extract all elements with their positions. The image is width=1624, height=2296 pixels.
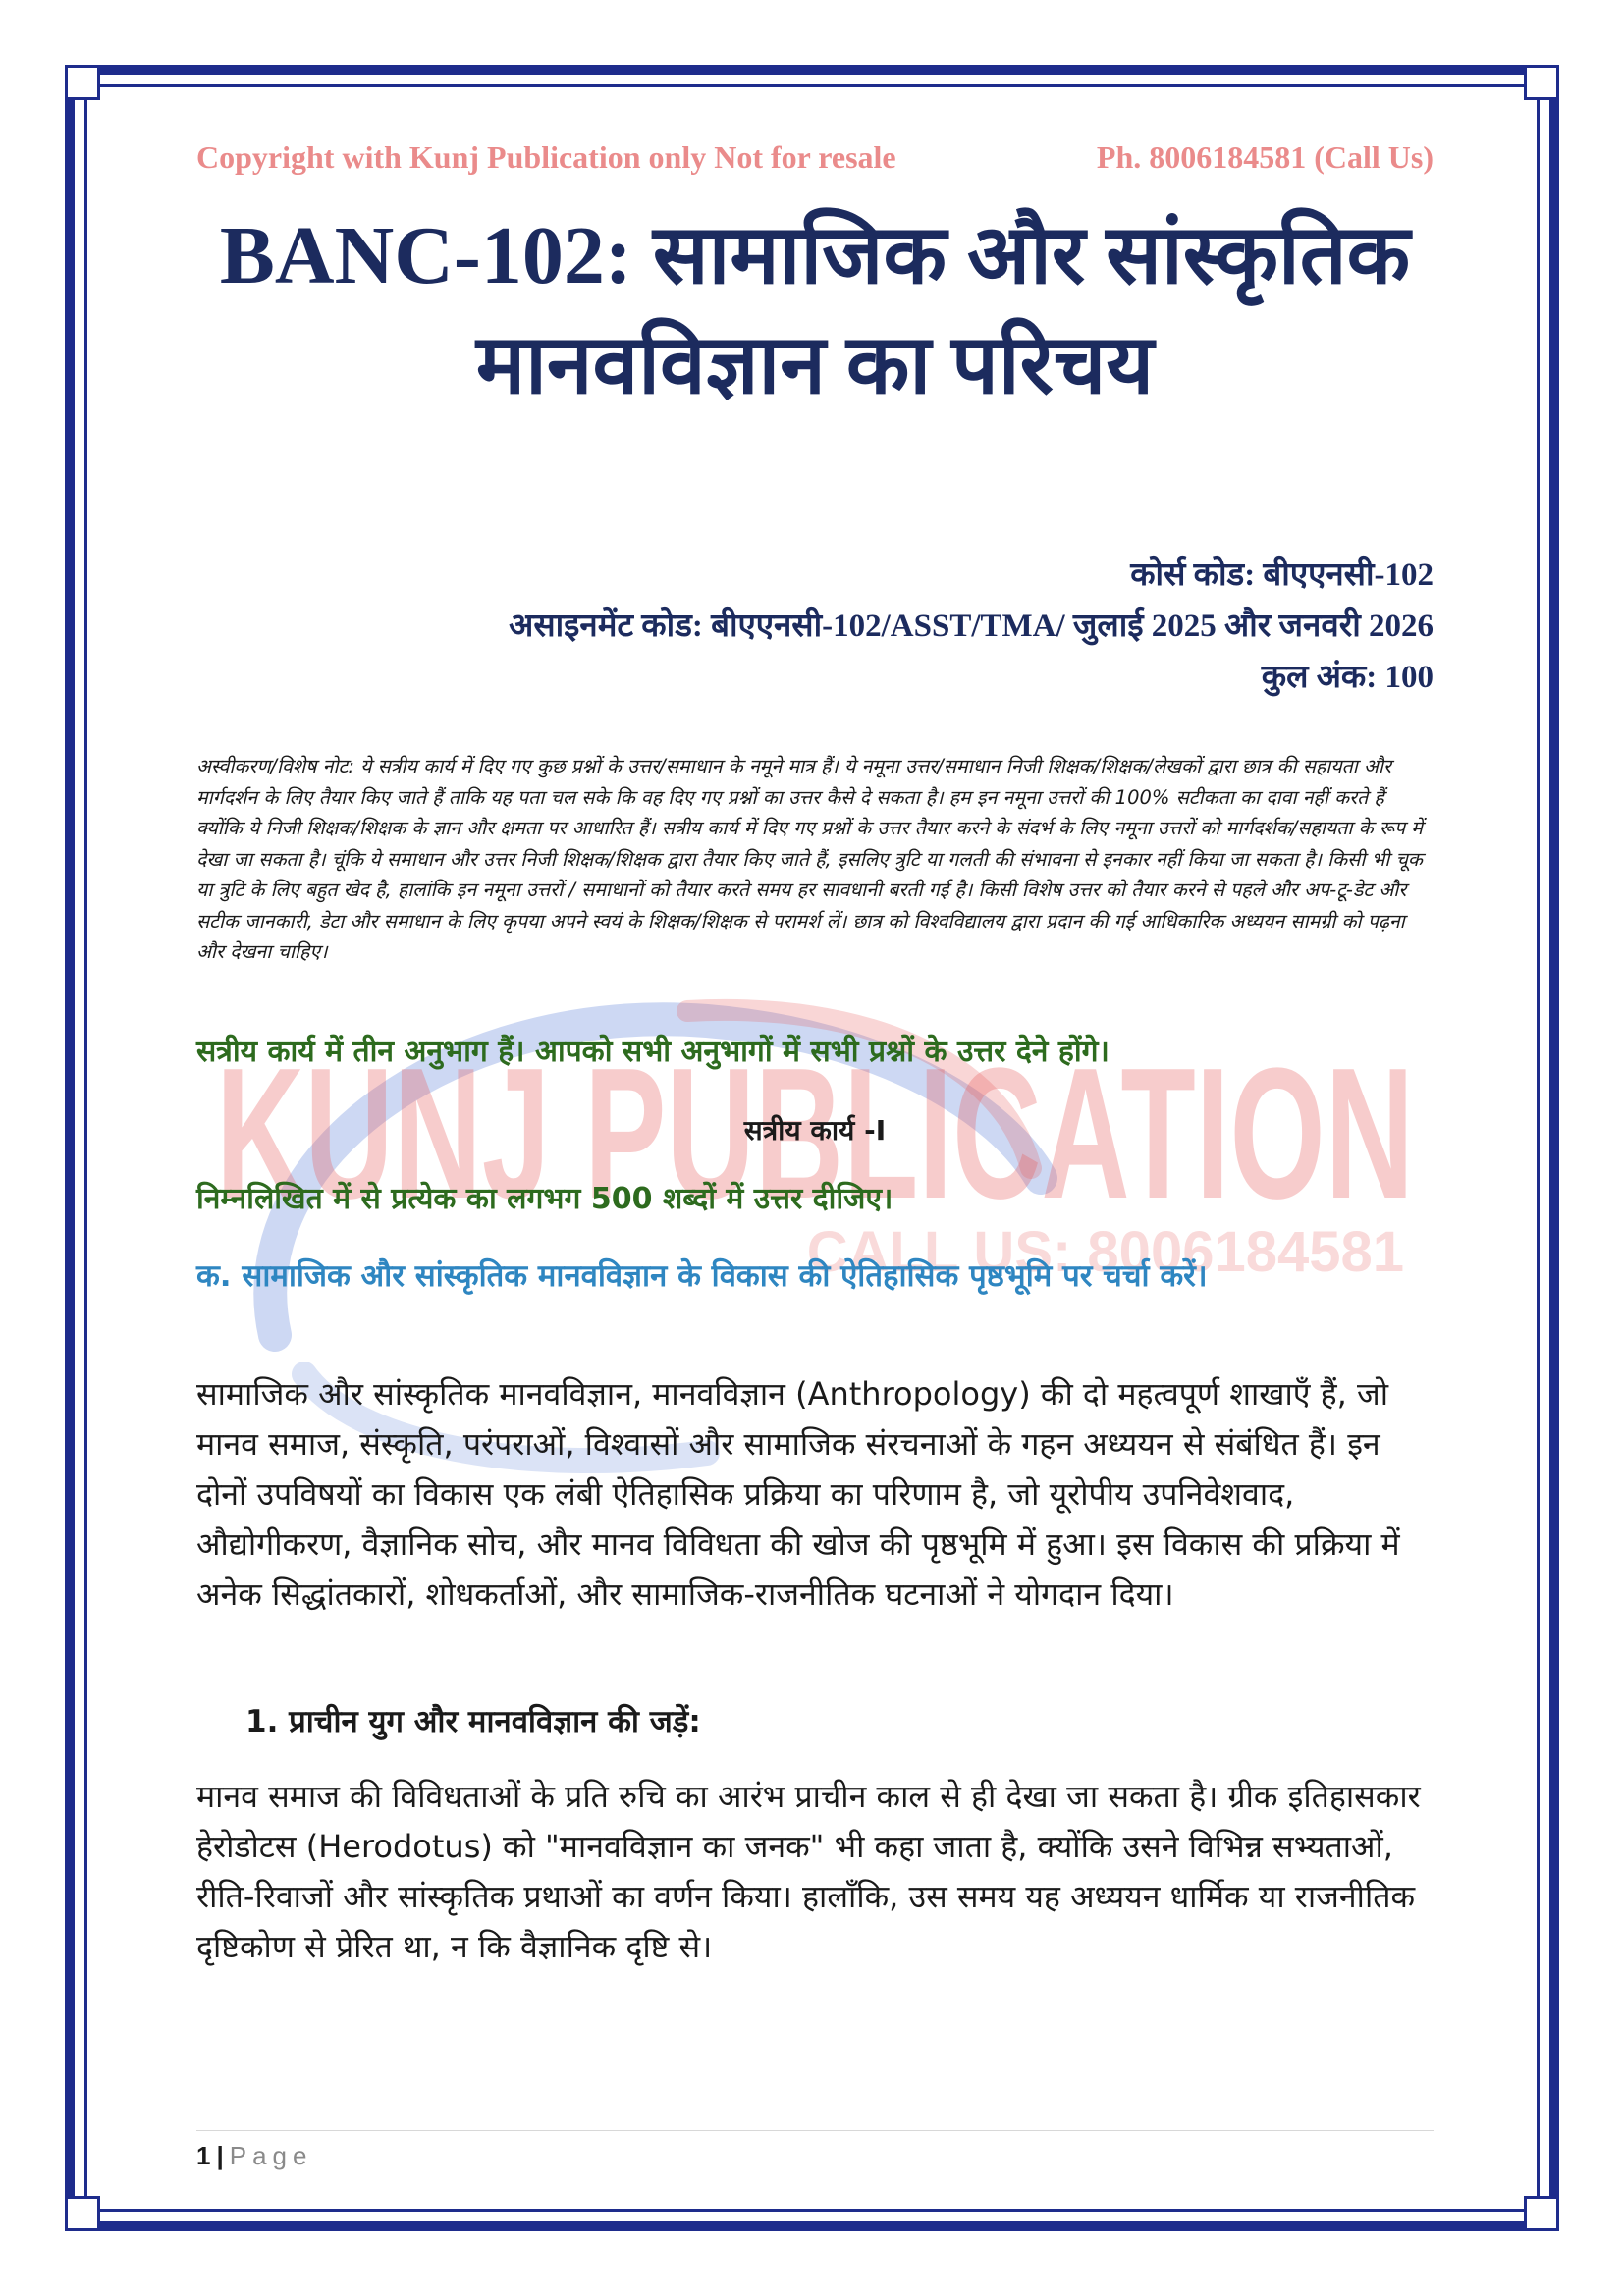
assignment-code: असाइनमेंट कोड: बीएएनसी-102/ASST/TMA/ जुलाई 2025 और जनवरी 2026: [509, 609, 1434, 644]
page-number: 1: [196, 2141, 211, 2170]
disclaimer-note: अस्वीकरण/विशेष नोट: ये सत्रीय कार्य में दिए गए कुछ प्रश्नों के उत्तर/समाधान के नमूने मात्र हैं। ये नमूना उत्तर/समाधान निजी शिक्षक/शिक्षक/लेखकों द्वारा छात्र की सहायता और मार्गदर्शन के लिए तैयार किए जाते हैं ताकि यह पता चल सके कि वह दिए गए प्रश्नों का उत्तर कैसे दे सकता है। हम इन नमूना उत्तरों की 100% सटीकता का दावा नहीं करते हैं क्योंकि ये निजी शिक्षक/शिक्षक के ज्ञान और क्षमता पर आधारित हैं। सत्रीय कार्य में दिए गए प्रश्नों के उत्तर तैयार करने के संदर्भ के लिए नमूना उत्तरों को मार्गदर्शक/सहायता के रूप में देखा जा सकता है। चूंकि ये समाधान और उत्तर निजी शिक्षक/शिक्षक द्वारा तैयार किए जाते हैं, इसलिए त्रुटि या गलती की संभावना से इनकार नहीं किया जा सकता है। किसी भी चूक या त्रुटि के लिए बहुत खेद है, हालांकि इन नमूना उत्तरों / समाधानों को तैयार करते समय हर सावधानी बरती गई है। किसी विशेष उत्तर को तैयार करने से पहले और अप-टू-डेट और सटीक जानकारी, डेटा और समाधान के लिए कृपया अपने स्वयं के शिक्षक/शिक्षक से परामर्श लें। छात्र को विश्वविद्यालय द्वारा प्रदान की गई आधिकारिक अध्ययन सामग्री को पढ़ना और देखना चाहिए।: [196, 755, 1423, 963]
copyright-header: [196, 139, 1434, 176]
question-heading: क. सामाजिक और सांस्कृतिक मानवविज्ञान के विकास की ऐतिहासिक पृष्ठभूमि पर चर्चा करें।: [196, 1258, 1208, 1294]
document-title: [196, 201, 1434, 421]
footer-divider: [196, 2130, 1434, 2131]
border-corner-bottom-left: [65, 2196, 100, 2231]
answer-paragraph-2: मानव समाज की विविधताओं के प्रति रुचि का आरंभ प्राचीन काल से ही देखा जा सकता है। ग्रीक इतिहासकार हेरोडोटस (Herodotus) को "मानवविज्ञान का जनक" भी कहा जाता है, क्योंकि उसने विभिन्न सभ्यताओं, रीति-रिवाजों और सांस्कृतिक प्रथाओं का वर्णन किया। हालाँकि, उस समय यह अध्ययन धार्मिक या राजनीतिक दृष्टिकोण से प्रेरित था, न कि वैज्ञानिक दृष्टि से।: [196, 1778, 1421, 1965]
watermark-brand-text: KUNJ PUBLICATION: [216, 1030, 1414, 1238]
page-label: Page: [229, 2141, 313, 2170]
total-marks: कुल अंक: 100: [1261, 660, 1434, 695]
answer-subheading-1: 1. प्राचीन युग और मानवविज्ञान की जड़ें:: [245, 1704, 701, 1739]
border-corner-bottom-right: [1524, 2196, 1559, 2231]
title-line-2: मानवविज्ञान का परिचय: [475, 320, 1155, 411]
page-footer: [196, 2138, 312, 2173]
copyright-text: Copyright with Kunj Publication only Not for resale: [196, 139, 896, 175]
border-corner-top-left: [65, 65, 100, 100]
word-limit-instruction: निम्नलिखित में से प्रत्येक का लगभग 500 शब्दों में उत्तर दीजिए।: [196, 1182, 893, 1216]
watermark-call-text: CALL US: 8006184581: [806, 1220, 1404, 1284]
title-line-1: BANC-102: सामाजिक और सांस्कृतिक: [219, 210, 1411, 301]
section-label: सत्रीय कार्य -I: [743, 1114, 887, 1147]
border-corner-top-right: [1524, 65, 1559, 100]
assignment-instruction: सत्रीय कार्य में तीन अनुभाग हैं। आपको सभी अनुभागों में सभी प्रश्नों के उत्तर देने होंगे।: [196, 1035, 1110, 1069]
course-code: कोर्स कोड: बीएएनसी-102: [1130, 558, 1434, 593]
footer-separator: |: [216, 2141, 224, 2170]
phone-text: Ph. 8006184581 (Call Us): [1096, 139, 1434, 175]
course-info-block: [196, 550, 1434, 703]
answer-paragraph-1: सामाजिक और सांस्कृतिक मानवविज्ञान, मानवविज्ञान (Anthropology) की दो महत्वपूर्ण शाखाएँ हैं, जो मानव समाज, संस्कृति, परंपराओं, विश्वासों और सामाजिक संरचनाओं के गहन अध्ययन से संबंधित हैं। इन दोनों उपविषयों का विकास एक लंबी ऐतिहासिक प्रक्रिया का परिणाम है, जो यूरोपीय उपनिवेशवाद, औद्योगीकरण, वैज्ञानिक सोच, और मानव विविधता की खोज की पृष्ठभूमि में हुआ। इस विकास की प्रक्रिया में अनेक सिद्धांतकारों, शोधकर्ताओं, और सामाजिक-राजनीतिक घटनाओं ने योगदान दिया।: [196, 1375, 1400, 1613]
